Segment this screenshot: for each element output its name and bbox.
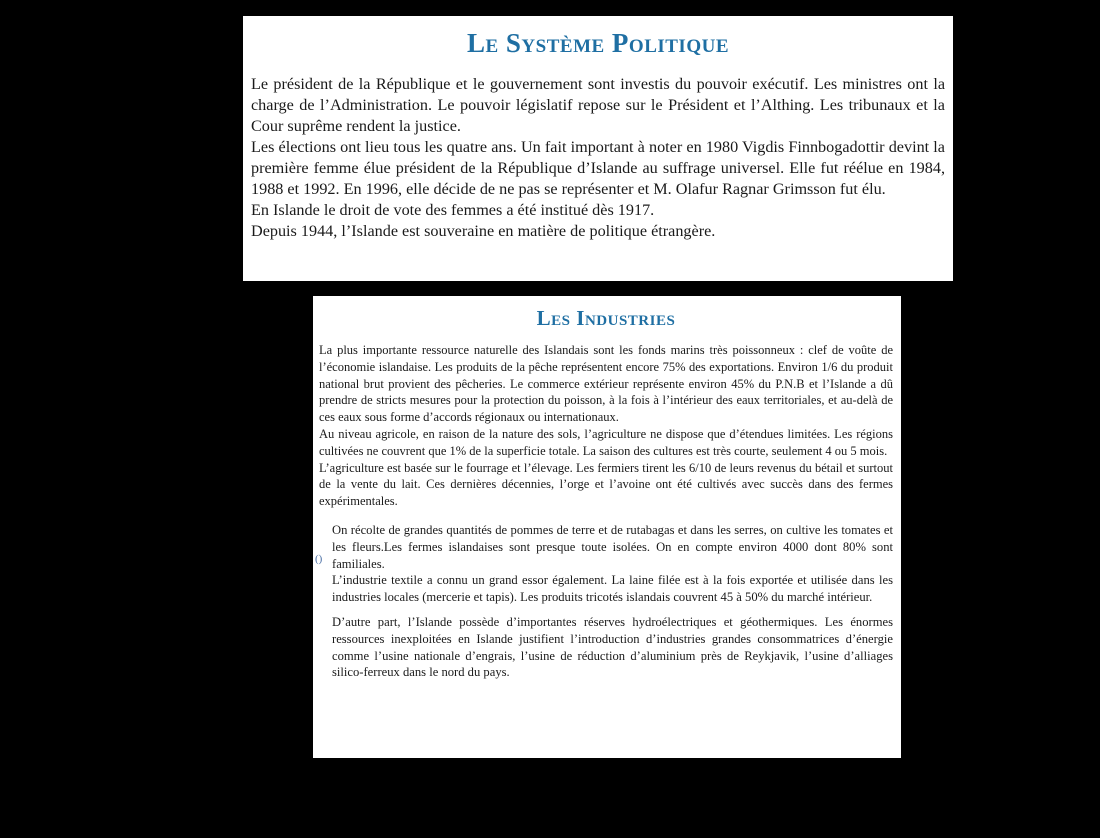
industries-paragraph: Au niveau agricole, en raison de la nature des sols, l’agriculture ne dispose que d’étendues limitées. Les régions cultivées ne couvrent que 1% de la superficie totale. La saison des cultures est très courte, seulement 4 ou 5 mois. xyxy=(319,426,893,458)
industries-panel xyxy=(313,296,901,758)
section-marker: () xyxy=(315,553,323,565)
industries-paragraph: La plus importante ressource naturelle des Islandais sont les fonds marins très poissonneux : clef de voûte de l’économie islandaise. Les produits de la pêche représentent encore 75% des exportations. Environ 1/6 du produit national brut provient des pêcheries. Le commerce extérieur représente environ 45% du P.N.B et l’Islande a dû prendre de stricts mesures pour la protection du poisson, à la fois à l’intérieur des eaux territoriales, et au-delà de ces eaux sous forme d’accords régionaux ou internationaux. xyxy=(319,343,893,425)
politique-paragraph: En Islande le droit de vote des femmes a été institué dès 1917. xyxy=(251,201,655,219)
industries-continued xyxy=(319,522,893,681)
industries-paragraph: L’agriculture est basée sur le fourrage et l’élevage. Les fermiers tirent les 6/10 de leurs revenus du bétail et surtout de la vente du lait. Ces dernières décennies, l’orge et l’avoine ont été cultivés avec succès dans des fermes expérimentales. xyxy=(319,460,893,509)
politique-title: Le Système Politique xyxy=(466,28,729,58)
industries-title: Les Industries xyxy=(536,306,676,330)
politique-paragraph: Le président de la République et le gouvernement sont investis du pouvoir exécutif. Les ministres ont la charge de l’Administration. Le pouvoir législatif repose sur le Président et l’Althing. Les tribunaux et la Cour suprême rendent la justice. xyxy=(251,75,945,135)
industries-paragraph: D’autre part, l’Islande possède d’importantes réserves hydroélectriques et géothermiques. Les énormes ressources inexploitées en Islande justifient l’introduction d’industries grandes consommatrices d’énergie comme l’usine nationale d’engrais, l’usine de réduction d’aluminium près de Reykjavik, l’usine d’alliages silico-ferreux dans le nord du pays. xyxy=(332,614,893,680)
politique-panel xyxy=(243,16,953,281)
industries-body xyxy=(319,342,893,510)
industries-paragraph: L’industrie textile a connu un grand essor également. La laine filée est à la fois exportée et utilisée dans les industries locales (mercerie et tapis). Les produits tricotés islandais couvrent 45 à 50% du marché intérieur. xyxy=(332,573,893,605)
politique-paragraph: Les élections ont lieu tous les quatre ans. Un fait important à noter en 1980 Vigdis Finnbogadottir devint la première femme élue président de la République d’Islande au suffrage universel. Elle fut réélue en 1984, 1988 et 1992. En 1996, elle décide de ne pas se représenter et M. Olafur Ragnar Grimsson fut élu. xyxy=(251,138,945,198)
politique-paragraph: Depuis 1944, l’Islande est souveraine en matière de politique étrangère. xyxy=(251,222,716,240)
politique-body xyxy=(251,74,945,242)
industries-paragraph: On récolte de grandes quantités de pommes de terre et de rutabagas et dans les serres, on cultive les tomates et les fleurs.Les fermes islandaises sont presque toute isolées. On en compte environ 4000 dont 80% sont familiales. xyxy=(332,522,893,571)
